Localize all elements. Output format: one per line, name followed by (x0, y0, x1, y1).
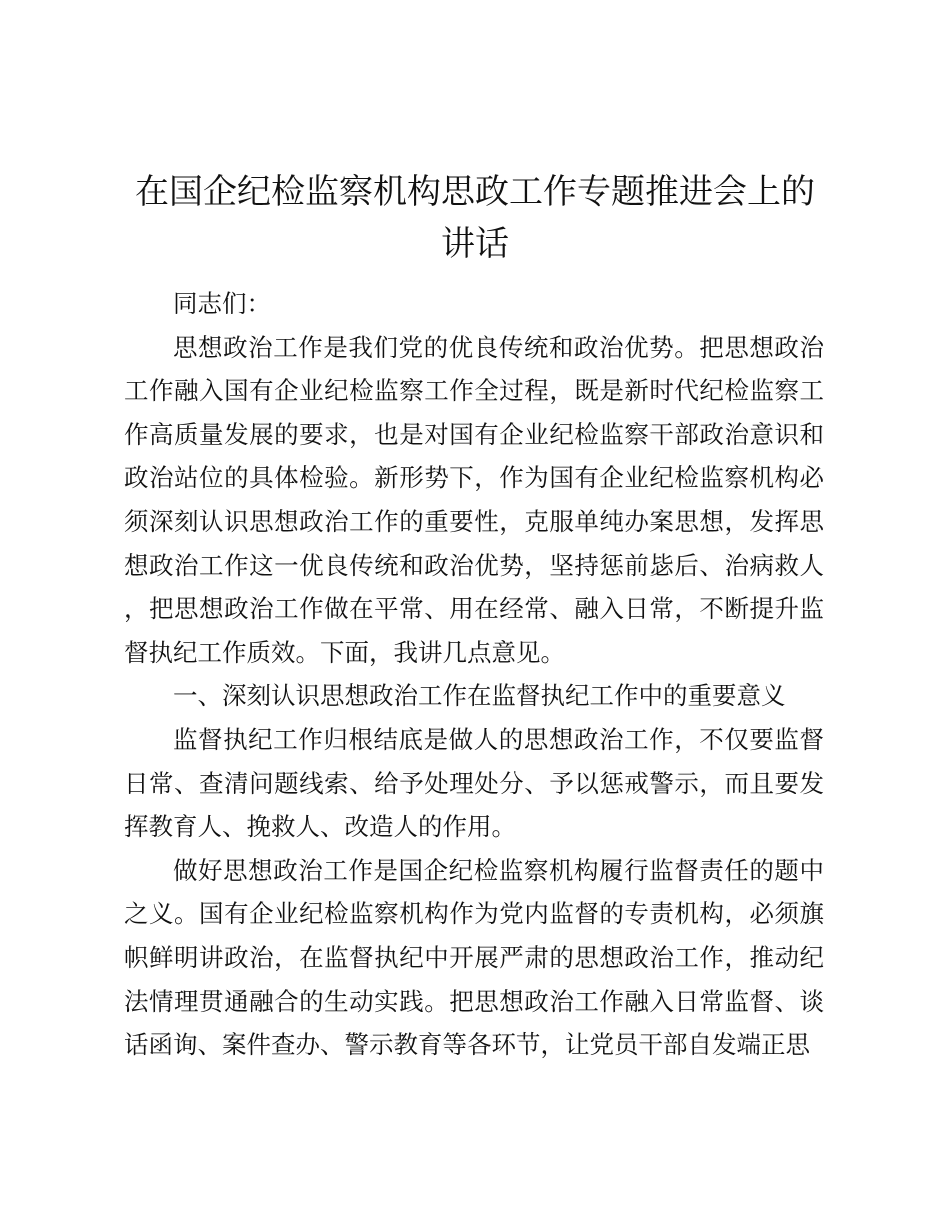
document-body (124, 282, 824, 1067)
section-heading-1: 一、深刻认识思想政治工作在监督执纪工作中的重要意义 (173, 681, 786, 711)
paragraph-responsibility: 做好思想政治工作是国企纪检监察机构履行监督责任的题中之义。国有企业纪检监察机构作为党内监督的专责机构，必须旗帜鲜明讲政治，在监督执纪中开展严肃的思想政治工作，推动纪法情理贯通融合的生动实践。把思想政治工作融入日常监督、谈话函询、案件查办、警示教育等各环节，让党员干部自发端正思 (124, 855, 824, 1060)
paragraph-intro: 思想政治工作是我们党的优良传统和政治优势。把思想政治工作融入国有企业纪检监察工作全过程，既是新时代纪检监察工作高质量发展的要求，也是对国有企业纪检监察干部政治意识和政治站位的具体检验。新形势下，作为国有企业纪检监察机构必须深刻认识思想政治工作的重要性，克服单纯办案思想，发挥思想政治工作这一优良传统和政治优势，坚持惩前毖后、治病救人，把思想政治工作做在平常、用在经常、融入日常，不断提升监督执纪工作质效。下面，我讲几点意见。 (124, 332, 824, 667)
document-title: 在国企纪检监察机构思政工作专题推进会上的讲话 (135, 172, 815, 264)
salutation: 同志们： (173, 289, 271, 318)
paragraph-supervision: 监督执纪工作归根结底是做人的思想政治工作，不仅要监督日常、查清问题线索、给予处理处分、予以惩戒警示，而且要发挥教育人、挽救人、改造人的作用。 (124, 724, 824, 842)
